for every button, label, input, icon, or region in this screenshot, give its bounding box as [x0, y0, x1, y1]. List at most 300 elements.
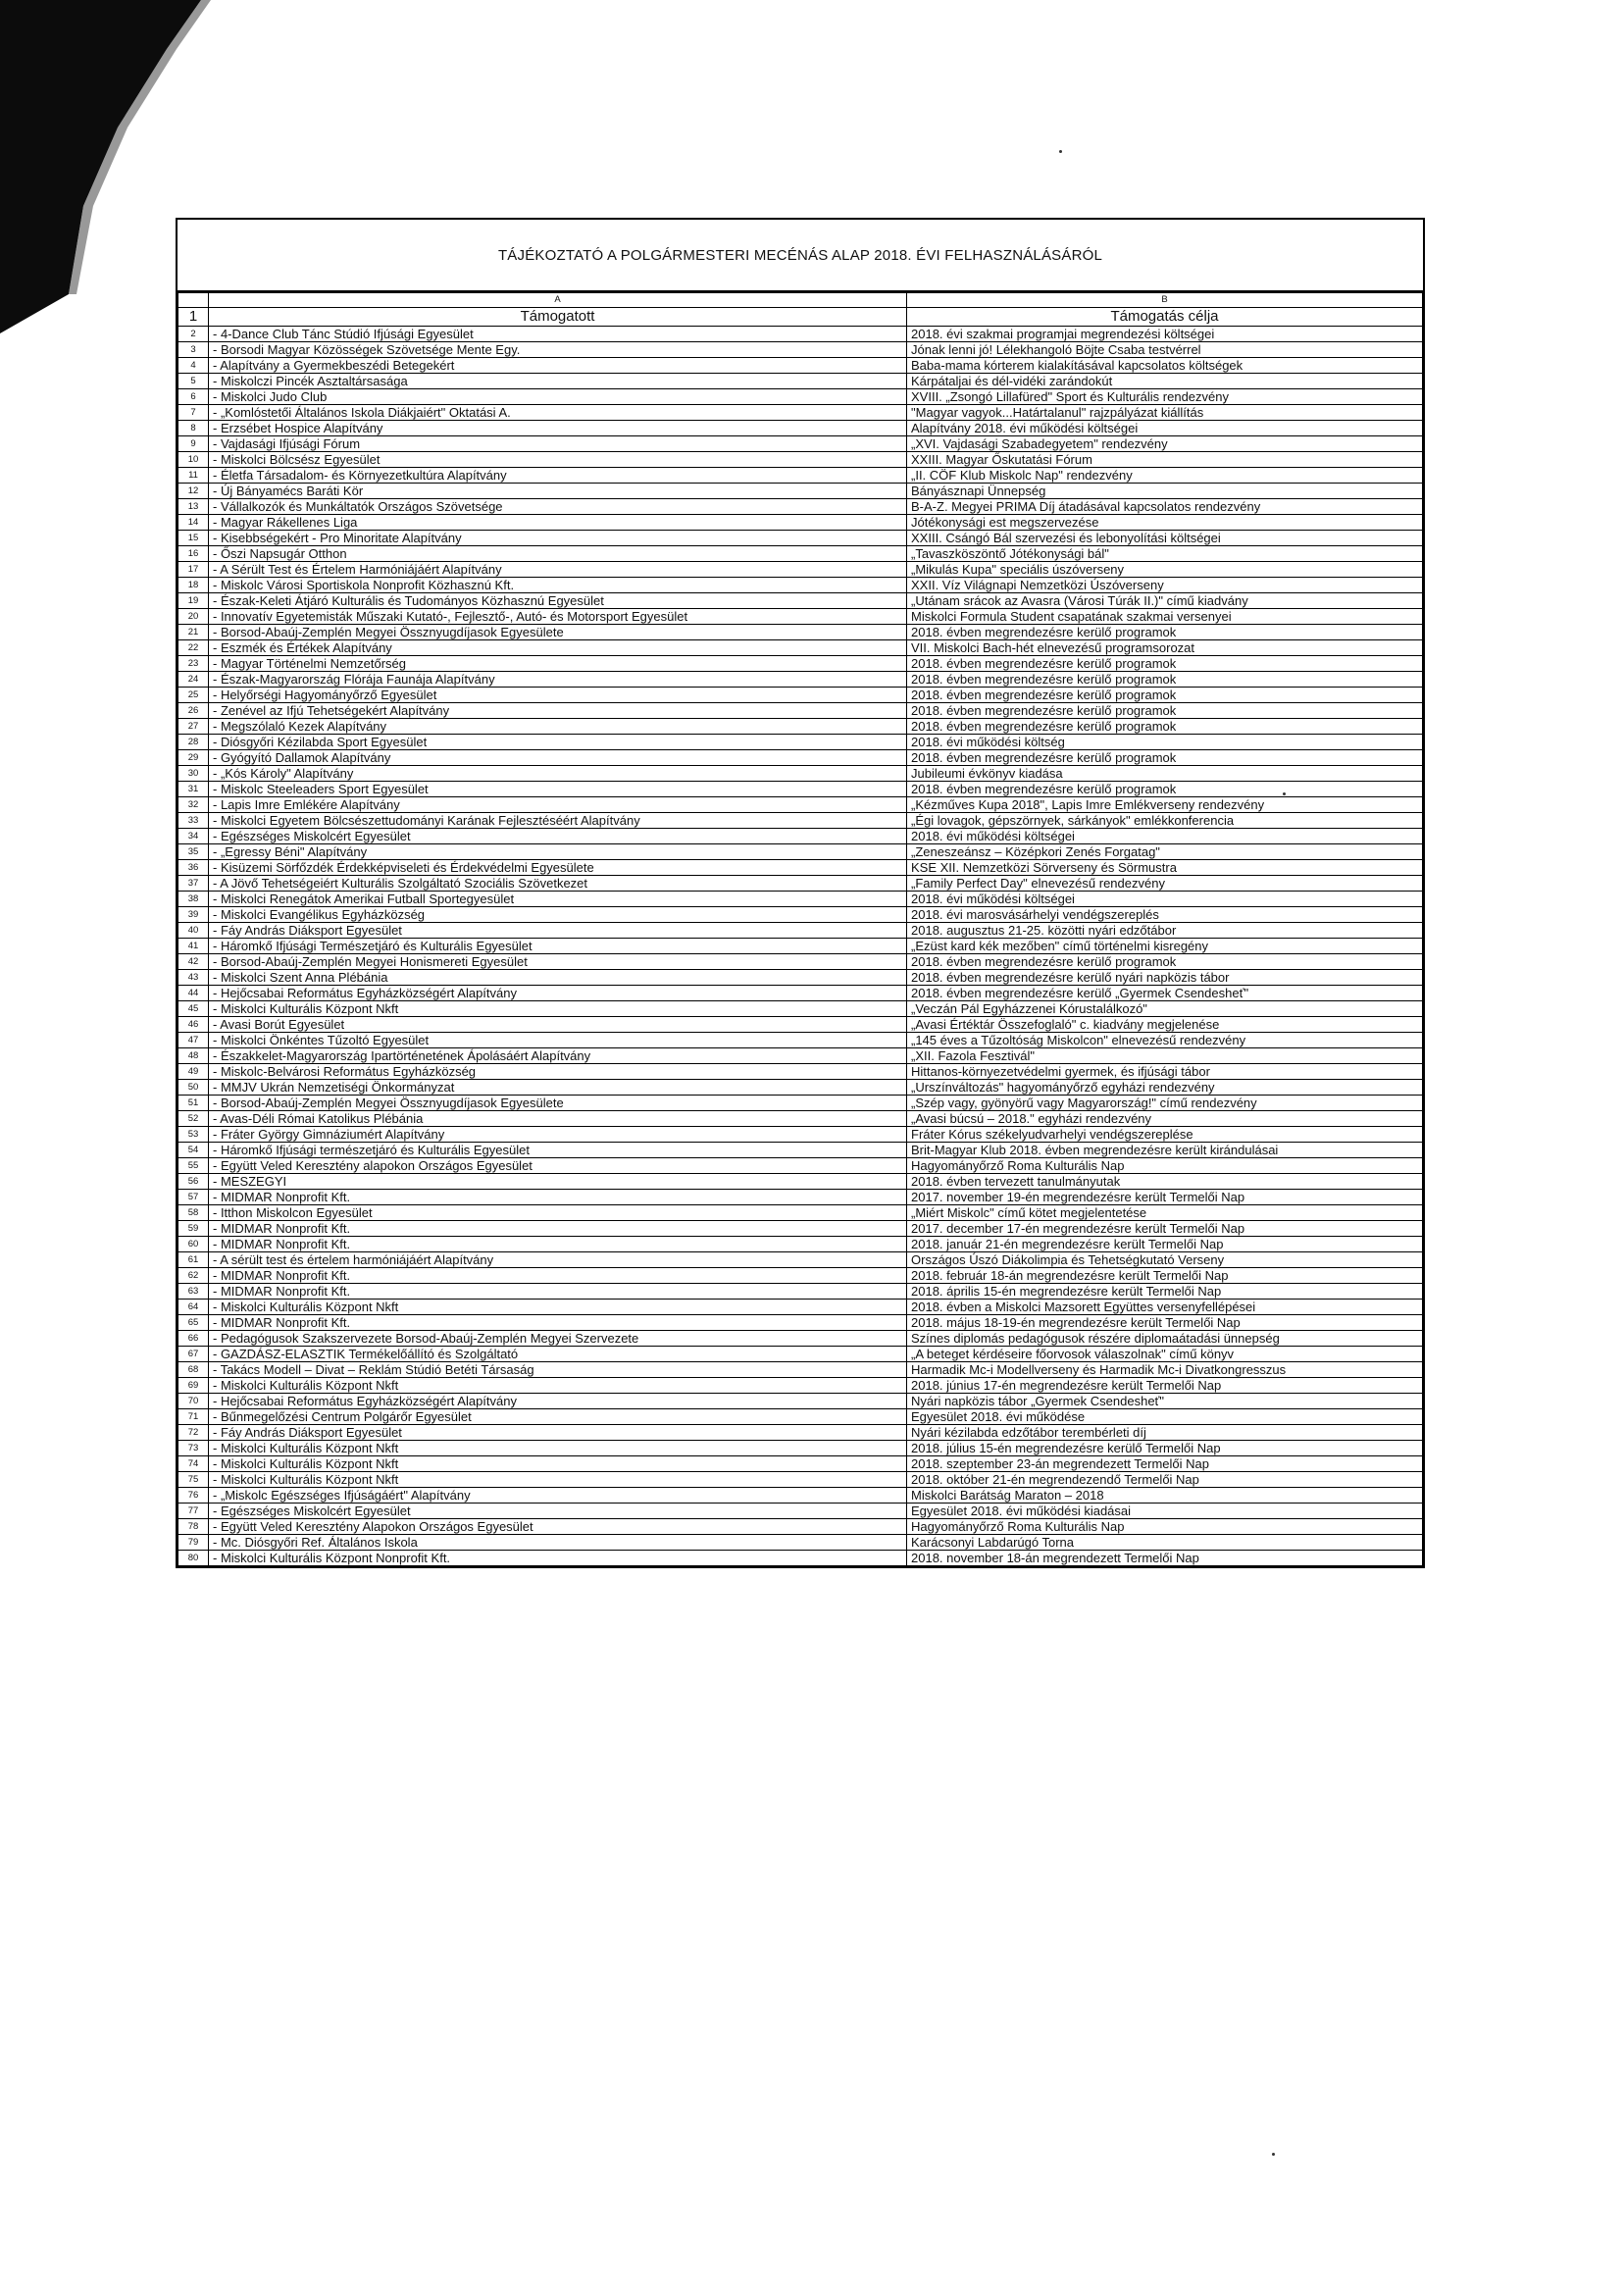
support-purpose: Jónak lenni jó! Lélekhangoló Böjte Csaba testvérrel	[907, 342, 1423, 358]
table-row	[178, 1096, 1423, 1111]
support-purpose: „Kézműves Kupa 2018", Lapis Imre Emlékverseny rendezvény	[907, 797, 1423, 813]
supported-organization: - Fáy András Diáksport Egyesület	[209, 1425, 907, 1441]
table-row	[178, 1268, 1423, 1284]
table-row	[178, 1362, 1423, 1378]
table-row	[178, 609, 1423, 625]
support-purpose: 2018. évben megrendezésre kerülő programok	[907, 954, 1423, 970]
table-row	[178, 797, 1423, 813]
supported-organization: - Alapítvány a Gyermekbeszédi Betegekért	[209, 358, 907, 374]
support-purpose: 2018. évi marosvásárhelyi vendégszereplés	[907, 907, 1423, 923]
supported-organization: - Borsod-Abaúj-Zemplén Megyei Össznyugdíjasok Egyesülete	[209, 1096, 907, 1111]
table-row	[178, 1143, 1423, 1158]
supported-organization: - Pedagógusok Szakszervezete Borsod-Abaúj-Zemplén Megyei Szervezete	[209, 1331, 907, 1347]
support-purpose: 2018. október 21-én megrendezendő Termelői Nap	[907, 1472, 1423, 1488]
table-row	[178, 876, 1423, 892]
table-row	[178, 436, 1423, 452]
supported-organization: - Miskolci Egyetem Bölcsészettudományi Karának Fejlesztéséért Alapítvány	[209, 813, 907, 829]
row-number: 70	[178, 1394, 209, 1409]
support-purpose: 2018. július 15-én megrendezésre kerülő Termelői Nap	[907, 1441, 1423, 1456]
row-number: 75	[178, 1472, 209, 1488]
support-purpose: 2018. évben megrendezésre kerülő programok	[907, 782, 1423, 797]
table-row	[178, 923, 1423, 939]
table-row	[178, 546, 1423, 562]
row-number: 19	[178, 593, 209, 609]
row-number: 39	[178, 907, 209, 923]
support-purpose: „Szép vagy, gyönyörű vagy Magyarország!" című rendezvény	[907, 1096, 1423, 1111]
supported-organization: - „Komlóstetői Általános Iskola Diákjaiért" Oktatási A.	[209, 405, 907, 421]
supported-organization: - Vállalkozók és Munkáltatók Országos Szövetsége	[209, 499, 907, 515]
support-purpose: 2018. évben megrendezésre kerülő nyári napközis tábor	[907, 970, 1423, 986]
support-purpose: 2018. évben megrendezésre kerülő programok	[907, 688, 1423, 703]
supported-organization: - MIDMAR Nonprofit Kft.	[209, 1268, 907, 1284]
row-number: 68	[178, 1362, 209, 1378]
support-purpose: Nyári kézilabda edzőtábor terembérleti díj	[907, 1425, 1423, 1441]
row-number: 60	[178, 1237, 209, 1252]
table-row	[178, 640, 1423, 656]
table-row	[178, 1221, 1423, 1237]
table-row	[178, 1033, 1423, 1048]
supported-organization: - Miskolci Kulturális Központ Nkft	[209, 1441, 907, 1456]
supported-organization: - Kisüzemi Sörfőzdék Érdekképviseleti és Érdekvédelmi Egyesülete	[209, 860, 907, 876]
support-purpose: „Avasi Értéktár Összefoglaló" c. kiadvány megjelenése	[907, 1017, 1423, 1033]
support-purpose: „145 éves a Tűzoltóság Miskolcon" elnevezésű rendezvény	[907, 1033, 1423, 1048]
supported-organization: - Egészséges Miskolcért Egyesület	[209, 829, 907, 844]
support-purpose: Kárpátaljai és dél-vidéki zarándokút	[907, 374, 1423, 389]
header-purpose: Támogatás célja	[907, 308, 1423, 327]
table-row	[178, 515, 1423, 531]
supported-organization: - Miskolci Renegátok Amerikai Futball Sportegyesület	[209, 892, 907, 907]
table-row	[178, 1190, 1423, 1205]
supported-organization: - Innovatív Egyetemisták Műszaki Kutató-, Fejlesztő-, Autó- és Motorsport Egyesület	[209, 609, 907, 625]
row-number: 64	[178, 1300, 209, 1315]
row-number: 67	[178, 1347, 209, 1362]
report-sheet	[176, 218, 1425, 1568]
table-row	[178, 813, 1423, 829]
table-row	[178, 1284, 1423, 1300]
supported-organization: - MIDMAR Nonprofit Kft.	[209, 1221, 907, 1237]
column-letter-b: B	[907, 293, 1423, 308]
support-purpose: „Family Perfect Day" elnevezésű rendezvény	[907, 876, 1423, 892]
support-purpose: 2018. november 18-án megrendezett Termelői Nap	[907, 1551, 1423, 1566]
supported-organization: - Gyógyító Dallamok Alapítvány	[209, 750, 907, 766]
support-purpose: „Avasi búcsú – 2018." egyházi rendezvény	[907, 1111, 1423, 1127]
row-number: 57	[178, 1190, 209, 1205]
row-number: 28	[178, 735, 209, 750]
supported-organization: - Együtt Veled Keresztény Alapokon Országos Egyesület	[209, 1519, 907, 1535]
row-number: 5	[178, 374, 209, 389]
table-row	[178, 1409, 1423, 1425]
table-row	[178, 499, 1423, 515]
row-number: 16	[178, 546, 209, 562]
table-row	[178, 719, 1423, 735]
support-purpose: XVIII. „Zsongó Lillafüred" Sport és Kulturális rendezvény	[907, 389, 1423, 405]
row-number: 6	[178, 389, 209, 405]
table-row	[178, 1064, 1423, 1080]
supported-organization: - Miskolci Kulturális Központ Nkft	[209, 1378, 907, 1394]
support-purpose: „Urszínváltozás" hagyományőrző egyházi rendezvény	[907, 1080, 1423, 1096]
table-row	[178, 1080, 1423, 1096]
supported-organization: - Zenével az Ifjú Tehetségekért Alapítvány	[209, 703, 907, 719]
support-purpose: 2018. február 18-án megrendezésre került Termelői Nap	[907, 1268, 1423, 1284]
supported-organization: - Miskolc-Belvárosi Református Egyházközség	[209, 1064, 907, 1080]
support-purpose: Jótékonysági est megszervezése	[907, 515, 1423, 531]
supported-organization: - MIDMAR Nonprofit Kft.	[209, 1315, 907, 1331]
table-row	[178, 452, 1423, 468]
support-table	[178, 292, 1423, 1566]
row-number: 37	[178, 876, 209, 892]
support-purpose: Fráter Kórus székelyudvarhelyi vendégszereplése	[907, 1127, 1423, 1143]
row-number: 80	[178, 1551, 209, 1566]
supported-organization: - Miskolci Judo Club	[209, 389, 907, 405]
support-purpose: „Ezüst kard kék mezőben" című történelmi kisregény	[907, 939, 1423, 954]
support-purpose: 2018. évben megrendezésre kerülő „Gyermek Csendesheť"	[907, 986, 1423, 1001]
support-purpose: Jubileumi évkönyv kiadása	[907, 766, 1423, 782]
row-number: 12	[178, 484, 209, 499]
table-row	[178, 860, 1423, 876]
supported-organization: - „Kós Károly" Alapítvány	[209, 766, 907, 782]
support-purpose: XXII. Víz Világnapi Nemzetközi Úszóverseny	[907, 578, 1423, 593]
table-row	[178, 421, 1423, 436]
table-row	[178, 1535, 1423, 1551]
support-purpose: 2018. évi működési költségei	[907, 829, 1423, 844]
support-purpose: „XII. Fazola Fesztivál"	[907, 1048, 1423, 1064]
row-number: 43	[178, 970, 209, 986]
row-number: 32	[178, 797, 209, 813]
table-row	[178, 625, 1423, 640]
supported-organization: - Lapis Imre Emlékére Alapítvány	[209, 797, 907, 813]
row-number: 54	[178, 1143, 209, 1158]
table-row	[178, 531, 1423, 546]
support-purpose: 2018. évben megrendezésre kerülő programok	[907, 672, 1423, 688]
row-number: 26	[178, 703, 209, 719]
table-row	[178, 1472, 1423, 1488]
supported-organization: - Miskolci Kulturális Központ Nkft	[209, 1472, 907, 1488]
supported-organization: - Avasi Borút Egyesület	[209, 1017, 907, 1033]
support-purpose: 2018. június 17-én megrendezésre került Termelői Nap	[907, 1378, 1423, 1394]
row-number: 44	[178, 986, 209, 1001]
row-number: 51	[178, 1096, 209, 1111]
row-number: 36	[178, 860, 209, 876]
supported-organization: - MMJV Ukrán Nemzetiségi Önkormányzat	[209, 1080, 907, 1096]
table-row	[178, 405, 1423, 421]
row-number: 27	[178, 719, 209, 735]
supported-organization: - Észak-Keleti Átjáró Kulturális és Tudományos Közhasznú Egyesület	[209, 593, 907, 609]
table-row	[178, 970, 1423, 986]
row-number: 18	[178, 578, 209, 593]
support-purpose: „Mikulás Kupa" speciális úszóverseny	[907, 562, 1423, 578]
support-purpose: 2018. évben megrendezésre kerülő programok	[907, 656, 1423, 672]
table-row	[178, 468, 1423, 484]
row-number: 1	[178, 308, 209, 327]
row-number: 11	[178, 468, 209, 484]
supported-organization: - Erzsébet Hospice Alapítvány	[209, 421, 907, 436]
table-row	[178, 907, 1423, 923]
support-purpose: 2018. évben megrendezésre kerülő programok	[907, 703, 1423, 719]
row-number: 78	[178, 1519, 209, 1535]
support-table-body	[178, 293, 1423, 1566]
supported-organization: - Vajdasági Ifjúsági Fórum	[209, 436, 907, 452]
row-number: 35	[178, 844, 209, 860]
supported-organization: - Miskolci Evangélikus Egyházközség	[209, 907, 907, 923]
table-row	[178, 1441, 1423, 1456]
support-purpose: VII. Miskolci Bach-hét elnevezésű programsorozat	[907, 640, 1423, 656]
supported-organization: - Miskolczi Pincék Asztaltársasága	[209, 374, 907, 389]
table-row	[178, 1425, 1423, 1441]
support-purpose: „Utánam srácok az Avasra (Városi Túrák II.)" című kiadvány	[907, 593, 1423, 609]
support-purpose: „Égi lovagok, gépszörnyek, sárkányok" emlékkonferencia	[907, 813, 1423, 829]
table-row	[178, 1048, 1423, 1064]
supported-organization: - Hejőcsabai Református Egyházközségért Alapítvány	[209, 1394, 907, 1409]
table-row	[178, 1174, 1423, 1190]
table-row	[178, 484, 1423, 499]
supported-organization: - Életfa Társadalom- és Környezetkultúra Alapítvány	[209, 468, 907, 484]
support-purpose: Hittanos-környezetvédelmi gyermek, és ifjúsági tábor	[907, 1064, 1423, 1080]
row-number: 66	[178, 1331, 209, 1347]
table-row	[178, 1127, 1423, 1143]
supported-organization: - Háromkő Ifjúsági természetjáró és Kulturális Egyesület	[209, 1143, 907, 1158]
row-number: 4	[178, 358, 209, 374]
row-number: 30	[178, 766, 209, 782]
supported-organization: - „Miskolc Egészséges Ifjúságáért" Alapítvány	[209, 1488, 907, 1504]
row-number: 24	[178, 672, 209, 688]
support-purpose: 2018. május 18-19-én megrendezésre került Termelői Nap	[907, 1315, 1423, 1331]
supported-organization: - A Jövő Tehetségeiért Kulturális Szolgáltató Szociális Szövetkezet	[209, 876, 907, 892]
table-row	[178, 374, 1423, 389]
supported-organization: - Borsod-Abaúj-Zemplén Megyei Össznyugdíjasok Egyesülete	[209, 625, 907, 640]
row-number: 3	[178, 342, 209, 358]
table-row	[178, 1504, 1423, 1519]
table-row	[178, 1158, 1423, 1174]
column-letter-row	[178, 293, 1423, 308]
support-purpose: „Zeneszeánsz – Középkori Zenés Forgatag"	[907, 844, 1423, 860]
table-row	[178, 703, 1423, 719]
support-purpose: 2017. november 19-én megrendezésre került Termelői Nap	[907, 1190, 1423, 1205]
table-row	[178, 766, 1423, 782]
supported-organization: - Fáy András Diáksport Egyesület	[209, 923, 907, 939]
supported-organization: - Őszi Napsugár Otthon	[209, 546, 907, 562]
table-row	[178, 656, 1423, 672]
support-purpose: 2018. évi működési költségei	[907, 892, 1423, 907]
row-number: 71	[178, 1409, 209, 1425]
supported-organization: - Eszmék és Értékek Alapítvány	[209, 640, 907, 656]
row-number: 62	[178, 1268, 209, 1284]
supported-organization: - Avas-Déli Római Katolikus Plébánia	[209, 1111, 907, 1127]
row-number: 52	[178, 1111, 209, 1127]
table-row	[178, 1378, 1423, 1394]
row-number: 8	[178, 421, 209, 436]
support-purpose: „Tavaszköszöntő Jótékonysági bál"	[907, 546, 1423, 562]
supported-organization: - Együtt Veled Keresztény alapokon Országos Egyesület	[209, 1158, 907, 1174]
support-purpose: 2018. szeptember 23-án megrendezett Termelői Nap	[907, 1456, 1423, 1472]
table-row	[178, 829, 1423, 844]
support-purpose: Harmadik Mc-i Modellverseny és Harmadik Mc-i Divatkongresszus	[907, 1362, 1423, 1378]
supported-organization: - Fráter György Gimnáziumért Alapítvány	[209, 1127, 907, 1143]
supported-organization: - MIDMAR Nonprofit Kft.	[209, 1237, 907, 1252]
row-number: 17	[178, 562, 209, 578]
row-number: 72	[178, 1425, 209, 1441]
table-row	[178, 1331, 1423, 1347]
support-purpose: Hagyományőrző Roma Kulturális Nap	[907, 1158, 1423, 1174]
supported-organization: - Miskolci Bölcsész Egyesület	[209, 452, 907, 468]
row-number: 61	[178, 1252, 209, 1268]
support-purpose: B-A-Z. Megyei PRIMA Díj átadásával kapcsolatos rendezvény	[907, 499, 1423, 515]
supported-organization: - MIDMAR Nonprofit Kft.	[209, 1190, 907, 1205]
row-number: 49	[178, 1064, 209, 1080]
support-purpose: 2017. december 17-én megrendezésre került Termelői Nap	[907, 1221, 1423, 1237]
row-number: 53	[178, 1127, 209, 1143]
row-number: 69	[178, 1378, 209, 1394]
supported-organization: - Helyőrségi Hagyományőrző Egyesület	[209, 688, 907, 703]
support-purpose: 2018. évben megrendezésre kerülő programok	[907, 625, 1423, 640]
row-number: 21	[178, 625, 209, 640]
row-number: 40	[178, 923, 209, 939]
table-row	[178, 1315, 1423, 1331]
header-row	[178, 308, 1423, 327]
table-row	[178, 1394, 1423, 1409]
row-number: 2	[178, 327, 209, 342]
support-purpose: Bányásznapi Ünnepség	[907, 484, 1423, 499]
support-purpose: 2018. évi működési költség	[907, 735, 1423, 750]
row-number: 63	[178, 1284, 209, 1300]
support-purpose: Egyesület 2018. évi működése	[907, 1409, 1423, 1425]
table-row	[178, 954, 1423, 970]
supported-organization: - Miskolci Kulturális Központ Nkft	[209, 1001, 907, 1017]
table-row	[178, 578, 1423, 593]
table-row	[178, 1300, 1423, 1315]
support-purpose: Alapítvány 2018. évi működési költségei	[907, 421, 1423, 436]
row-number: 13	[178, 499, 209, 515]
support-purpose: Egyesület 2018. évi működési kiadásai	[907, 1504, 1423, 1519]
row-number: 76	[178, 1488, 209, 1504]
support-purpose: Színes diplomás pedagógusok részére diplomaátadási ünnepség	[907, 1331, 1423, 1347]
support-purpose: 2018. évben megrendezésre kerülő programok	[907, 719, 1423, 735]
supported-organization: - Északkelet-Magyarország Ipartörténetének Ápolásáért Alapítvány	[209, 1048, 907, 1064]
column-letter-a: A	[209, 293, 907, 308]
table-row	[178, 389, 1423, 405]
row-number: 79	[178, 1535, 209, 1551]
support-purpose: Országos Úszó Diákolimpia és Tehetségkutató Verseny	[907, 1252, 1423, 1268]
support-purpose: „II. CÖF Klub Miskolc Nap" rendezvény	[907, 468, 1423, 484]
supported-organization: - A sérült test és értelem harmóniájáért Alapítvány	[209, 1252, 907, 1268]
supported-organization: - Diósgyőri Kézilabda Sport Egyesület	[209, 735, 907, 750]
row-number: 42	[178, 954, 209, 970]
table-row	[178, 1551, 1423, 1566]
support-purpose: Miskolci Formula Student csapatának szakmai versenyei	[907, 609, 1423, 625]
row-number: 22	[178, 640, 209, 656]
header-supported: Támogatott	[209, 308, 907, 327]
row-number: 46	[178, 1017, 209, 1033]
supported-organization: - Észak-Magyarország Flórája Faunája Alapítvány	[209, 672, 907, 688]
supported-organization: - Miskolc Steeleaders Sport Egyesület	[209, 782, 907, 797]
table-row	[178, 1017, 1423, 1033]
supported-organization: - Miskolci Szent Anna Plébánia	[209, 970, 907, 986]
supported-organization: - Miskolci Önkéntes Tűzoltó Egyesület	[209, 1033, 907, 1048]
row-number: 74	[178, 1456, 209, 1472]
row-number: 9	[178, 436, 209, 452]
support-purpose: 2018. április 15-én megrendezésre került Termelői Nap	[907, 1284, 1423, 1300]
supported-organization: - 4-Dance Club Tánc Stúdió Ifjúsági Egyesület	[209, 327, 907, 342]
support-purpose: „Veczán Pál Egyházzenei Kórustalálkozó"	[907, 1001, 1423, 1017]
row-number: 77	[178, 1504, 209, 1519]
support-purpose: Baba-mama kórterem kialakításával kapcsolatos költségek	[907, 358, 1423, 374]
supported-organization: - Itthon Miskolcon Egyesület	[209, 1205, 907, 1221]
table-row	[178, 327, 1423, 342]
support-purpose: Hagyományőrző Roma Kulturális Nap	[907, 1519, 1423, 1535]
table-row	[178, 939, 1423, 954]
row-number: 65	[178, 1315, 209, 1331]
supported-organization: - MIDMAR Nonprofit Kft.	[209, 1284, 907, 1300]
support-purpose: 2018. évi szakmai programjai megrendezési költségei	[907, 327, 1423, 342]
row-number: 41	[178, 939, 209, 954]
row-number: 58	[178, 1205, 209, 1221]
supported-organization: - Magyar Történelmi Nemzetőrség	[209, 656, 907, 672]
table-row	[178, 1237, 1423, 1252]
row-number: 45	[178, 1001, 209, 1017]
supported-organization: - MESZEGYI	[209, 1174, 907, 1190]
supported-organization: - Megszólaló Kezek Alapítvány	[209, 719, 907, 735]
row-number: 50	[178, 1080, 209, 1096]
table-row	[178, 1347, 1423, 1362]
row-number: 10	[178, 452, 209, 468]
table-row	[178, 1001, 1423, 1017]
table-row	[178, 358, 1423, 374]
row-number: 47	[178, 1033, 209, 1048]
table-row	[178, 688, 1423, 703]
supported-organization: - Kisebbségekért - Pro Minoritate Alapítvány	[209, 531, 907, 546]
table-row	[178, 892, 1423, 907]
support-purpose: Miskolci Barátság Maraton – 2018	[907, 1488, 1423, 1504]
row-number: 34	[178, 829, 209, 844]
table-row	[178, 986, 1423, 1001]
support-purpose: 2018. január 21-én megrendezésre került Termelői Nap	[907, 1237, 1423, 1252]
support-purpose: XXIII. Csángó Bál szervezési és lebonyolítási költségei	[907, 531, 1423, 546]
row-number: 15	[178, 531, 209, 546]
table-row	[178, 735, 1423, 750]
corner-cell	[178, 293, 209, 308]
supported-organization: - „Egressy Béni" Alapítvány	[209, 844, 907, 860]
supported-organization: - Egészséges Miskolcért Egyesület	[209, 1504, 907, 1519]
support-purpose: „A beteget kérdéseire főorvosok válaszolnak" című könyv	[907, 1347, 1423, 1362]
supported-organization: - Új Bányamécs Baráti Kör	[209, 484, 907, 499]
supported-organization: - Magyar Rákellenes Liga	[209, 515, 907, 531]
row-number: 73	[178, 1441, 209, 1456]
report-title: TÁJÉKOZTATÓ A POLGÁRMESTERI MECÉNÁS ALAP 2018. ÉVI FELHASZNÁLÁSÁRÓL	[178, 220, 1423, 292]
table-row	[178, 750, 1423, 766]
supported-organization: - Mc. Diósgyőri Ref. Általános Iskola	[209, 1535, 907, 1551]
table-row	[178, 1252, 1423, 1268]
table-row	[178, 593, 1423, 609]
support-purpose: Karácsonyi Labdarúgó Torna	[907, 1535, 1423, 1551]
table-row	[178, 1519, 1423, 1535]
scan-speck	[1059, 150, 1062, 153]
table-row	[178, 1456, 1423, 1472]
row-number: 14	[178, 515, 209, 531]
table-row	[178, 1488, 1423, 1504]
supported-organization: - A Sérült Test és Értelem Harmóniájáért Alapítvány	[209, 562, 907, 578]
support-purpose: „Miért Miskolc" című kötet megjelentetése	[907, 1205, 1423, 1221]
supported-organization: - Borsodi Magyar Közösségek Szövetsége Mente Egy.	[209, 342, 907, 358]
table-row	[178, 782, 1423, 797]
row-number: 29	[178, 750, 209, 766]
support-purpose: Nyári napközis tábor „Gyermek Csendesheť"	[907, 1394, 1423, 1409]
support-purpose: 2018. augusztus 21-25. közötti nyári edzőtábor	[907, 923, 1423, 939]
supported-organization: - GAZDÁSZ-ELASZTIK Termékelőállító és Szolgáltató	[209, 1347, 907, 1362]
row-number: 38	[178, 892, 209, 907]
support-purpose: „XVI. Vajdasági Szabadegyetem" rendezvény	[907, 436, 1423, 452]
supported-organization: - Miskolci Kulturális Központ Nkft	[209, 1456, 907, 1472]
supported-organization: - Bűnmegelőzési Centrum Polgárőr Egyesület	[209, 1409, 907, 1425]
supported-organization: - Háromkő Ifjúsági Természetjáró és Kulturális Egyesület	[209, 939, 907, 954]
